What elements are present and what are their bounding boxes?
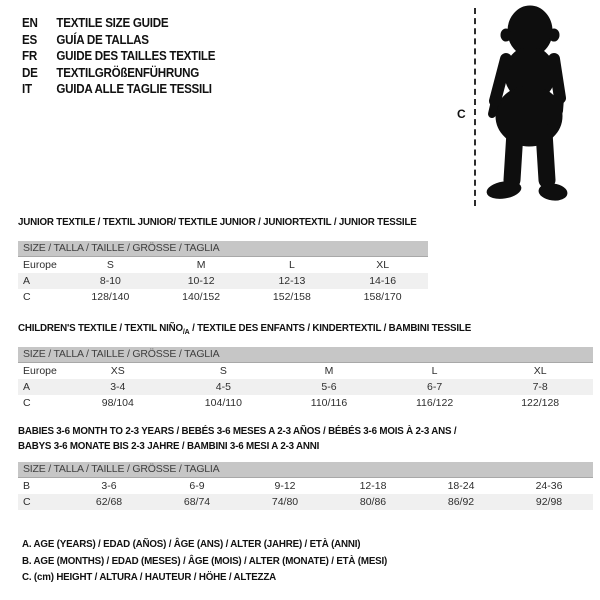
size-header-bar: SIZE / TALLA / TAILLE / GRÖSSE / TAGLIA xyxy=(18,241,428,257)
section-title xyxy=(18,322,553,337)
size-cell: M xyxy=(324,365,334,377)
size-cell: S xyxy=(219,365,227,377)
language-row xyxy=(22,65,215,82)
row-cells xyxy=(65,289,428,305)
row-label: A xyxy=(23,275,31,287)
language-title: GUIDA ALLE TAGLIE TESSILI xyxy=(56,82,212,97)
size-cell: 9-12 xyxy=(274,480,296,492)
size-cell: L xyxy=(431,365,438,377)
footnote-line: A. AGE (YEARS) / EDAD (AÑOS) / ÂGE (ANS) / ALTER (JAHRE) / ETÀ (ANNI) xyxy=(22,538,361,550)
row-label: B xyxy=(23,480,31,492)
table-row xyxy=(18,379,593,395)
table-row xyxy=(18,289,428,305)
size-cell: 110/116 xyxy=(310,397,348,409)
size-cell: M xyxy=(196,259,206,271)
size-cell: 122/128 xyxy=(521,397,560,409)
section-title-line: BABIES 3-6 MONTH TO 2-3 YEARS / BEBÉS 3-6 MESES A 2-3 AÑOS / BÉBÉS 3-6 MOIS À 2-3 ANS / xyxy=(18,425,457,437)
size-cell: 8-10 xyxy=(99,275,121,287)
size-cell: 3-6 xyxy=(101,480,117,492)
language-code: ES xyxy=(22,32,37,47)
size-cell: 10-12 xyxy=(187,275,215,287)
size-cell: 24-36 xyxy=(535,480,563,492)
size-cell: 80/86 xyxy=(359,496,387,508)
language-row xyxy=(22,48,215,65)
babies-size-table xyxy=(18,462,593,510)
row-label: C xyxy=(23,397,31,409)
size-cell: XS xyxy=(110,365,125,377)
language-title: GUÍA DE TALLAS xyxy=(56,32,149,47)
size-cell: S xyxy=(106,259,114,271)
size-cell: 14-16 xyxy=(369,275,397,287)
size-cell: XL xyxy=(376,259,390,271)
height-measure-label: C xyxy=(457,107,466,121)
table-rows xyxy=(18,478,593,510)
size-cell: 68/74 xyxy=(183,496,211,508)
childrens-size-table xyxy=(18,347,593,411)
baby-silhouette-icon xyxy=(478,4,574,206)
size-header-bar: SIZE / TALLA / TAILLE / GRÖSSE / TAGLIA xyxy=(18,462,593,478)
row-cells xyxy=(65,478,593,494)
size-cell: 98/104 xyxy=(101,397,134,409)
row-label: C xyxy=(23,291,31,303)
table-row xyxy=(18,257,428,273)
table-row xyxy=(18,494,593,510)
section-title: JUNIOR TEXTILE / TEXTIL JUNIOR/ TEXTILE JUNIOR / JUNIORTEXTIL / JUNIOR TESSILE xyxy=(18,216,417,228)
section-title-subscript: /A xyxy=(182,327,190,337)
size-cell: 12-18 xyxy=(359,480,387,492)
row-cells xyxy=(65,395,593,411)
row-cells xyxy=(65,494,593,510)
language-row xyxy=(22,15,215,32)
table-rows xyxy=(18,363,593,411)
footnote-line: C. (cm) HEIGHT / ALTURA / HAUTEUR / HÖHE / ALTEZZA xyxy=(22,571,276,583)
language-code: EN xyxy=(22,16,38,30)
section-title-text: CHILDREN'S TEXTILE / TEXTIL NIÑO xyxy=(18,322,183,334)
size-cell: 92/98 xyxy=(535,496,563,508)
section-junior-textile xyxy=(18,216,428,305)
footnote-legend xyxy=(22,536,387,586)
size-cell: L xyxy=(288,259,295,271)
row-cells xyxy=(65,363,593,379)
size-cell: 6-7 xyxy=(426,381,443,393)
table-row xyxy=(18,273,428,289)
size-cell: 158/170 xyxy=(363,291,402,303)
table-rows xyxy=(18,257,428,305)
size-cell: 128/140 xyxy=(91,291,130,303)
footnote-line: B. AGE (MONTHS) / EDAD (MESES) / ÂGE (MOIS) / ALTER (MONATE) / ETÀ (MESI) xyxy=(22,554,388,567)
language-title: GUIDE DES TAILLES TEXTILE xyxy=(56,49,216,64)
table-row xyxy=(18,395,593,411)
row-label: Europe xyxy=(23,259,57,271)
size-cell: 152/158 xyxy=(272,291,311,303)
size-cell: 6-9 xyxy=(189,480,205,492)
section-title-line: BABYS 3-6 MONATE BIS 2-3 JAHRE / BAMBINI 3-6 MESI A 2-3 ANNI xyxy=(18,440,320,452)
size-cell: 7-8 xyxy=(532,381,548,393)
size-cell: 74/80 xyxy=(271,496,299,508)
section-title-text: / TEXTILE DES ENFANTS / KINDERTEXTIL / BAMBINI TESSILE xyxy=(189,322,472,334)
section-babies-textile xyxy=(18,424,593,510)
row-cells xyxy=(65,379,593,395)
row-cells xyxy=(65,273,428,289)
size-cell: 86/92 xyxy=(447,496,475,508)
row-label: A xyxy=(23,381,31,393)
table-row xyxy=(18,363,593,379)
language-code: FR xyxy=(22,49,37,64)
size-cell: 3-4 xyxy=(110,381,126,393)
section-childrens-textile xyxy=(18,322,593,411)
language-title: TEXTILE SIZE GUIDE xyxy=(56,16,169,30)
size-cell: 140/152 xyxy=(182,291,221,303)
row-cells xyxy=(65,257,428,273)
size-header-bar: SIZE / TALLA / TAILLE / GRÖSSE / TAGLIA xyxy=(18,347,593,363)
dashed-height-line xyxy=(474,8,476,206)
junior-size-table xyxy=(18,241,428,305)
size-cell: 5-6 xyxy=(321,381,337,393)
size-cell: 12-13 xyxy=(278,275,306,287)
language-row xyxy=(22,32,215,49)
row-label: C xyxy=(23,496,31,508)
size-cell: 62/68 xyxy=(95,496,123,508)
language-title-list xyxy=(22,15,215,98)
language-row xyxy=(22,81,215,98)
language-code: IT xyxy=(22,82,32,97)
size-cell: 18-24 xyxy=(447,480,475,492)
size-cell: 4-5 xyxy=(215,381,231,393)
language-code: DE xyxy=(22,65,38,80)
size-cell: 116/122 xyxy=(415,397,454,409)
section-title xyxy=(18,424,553,454)
row-label: Europe xyxy=(23,365,57,377)
size-cell: XL xyxy=(533,365,547,377)
size-cell: 104/110 xyxy=(204,397,242,409)
language-title: TEXTILGRÖßENFÜHRUNG xyxy=(56,65,200,80)
table-row xyxy=(18,478,593,494)
